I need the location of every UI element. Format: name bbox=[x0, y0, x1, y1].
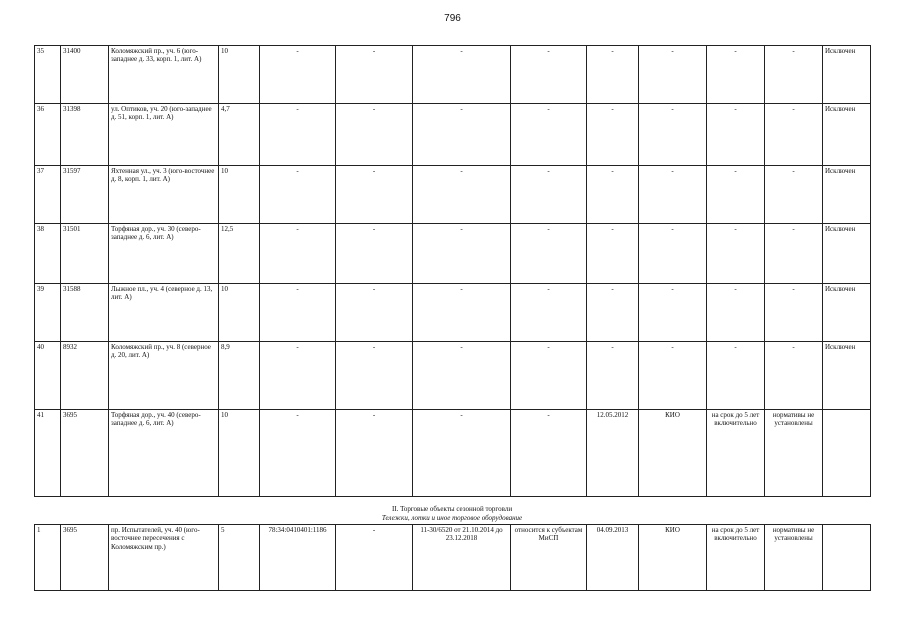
cell-c6: - bbox=[336, 166, 413, 224]
page-number: 796 bbox=[444, 13, 461, 24]
cell-c9: - bbox=[587, 46, 639, 104]
cell-n: 39 bbox=[35, 284, 61, 342]
cell-c11: - bbox=[707, 104, 765, 166]
cell-c9: - bbox=[587, 284, 639, 342]
cell-status bbox=[823, 410, 871, 497]
cell-id: 31588 bbox=[61, 284, 109, 342]
cell-c8: - bbox=[511, 166, 587, 224]
cell-id: 31400 bbox=[61, 46, 109, 104]
cell-c10: - bbox=[639, 104, 707, 166]
cell-address: пр. Испытателей, уч. 40 (юго-восточнее пересечения с Коломяжским пр.) bbox=[109, 525, 219, 591]
cell-n: 41 bbox=[35, 410, 61, 497]
cell-c9: - bbox=[587, 342, 639, 410]
cell-c7: - bbox=[413, 342, 511, 410]
table-row bbox=[35, 410, 871, 497]
cell-c8: - bbox=[511, 410, 587, 497]
cell-c7: - bbox=[413, 410, 511, 497]
cell-c6: - bbox=[336, 525, 413, 591]
cell-c10: КИО bbox=[639, 410, 707, 497]
cell-c5: - bbox=[260, 224, 336, 284]
cell-status: Исключен bbox=[823, 46, 871, 104]
cell-c12: - bbox=[765, 166, 823, 224]
cell-n: 1 bbox=[35, 525, 61, 591]
cell-c7: - bbox=[413, 46, 511, 104]
cell-n: 38 bbox=[35, 224, 61, 284]
table-row bbox=[35, 166, 871, 224]
cell-c6: - bbox=[336, 342, 413, 410]
cell-status: Исключен bbox=[823, 166, 871, 224]
cell-n: 36 bbox=[35, 104, 61, 166]
cell-c11: - bbox=[707, 46, 765, 104]
cell-area: 10 bbox=[219, 166, 260, 224]
cell-c5: - bbox=[260, 342, 336, 410]
cell-c6: - bbox=[336, 284, 413, 342]
cell-area: 10 bbox=[219, 410, 260, 497]
cell-c7: 11-30/6520 от 21.10.2014 до 23.12.2018 bbox=[413, 525, 511, 591]
table-row bbox=[35, 525, 871, 591]
table-row bbox=[35, 46, 871, 104]
cell-status: Исключен bbox=[823, 104, 871, 166]
cell-address: ул. Оптиков, уч. 20 (юго-западнее д. 51, корп. 1, лит. А) bbox=[109, 104, 219, 166]
cell-id: 31597 bbox=[61, 166, 109, 224]
cell-c7: - bbox=[413, 284, 511, 342]
cell-c8: - bbox=[511, 46, 587, 104]
cell-c11: - bbox=[707, 342, 765, 410]
cell-c8: - bbox=[511, 342, 587, 410]
cell-n: 40 bbox=[35, 342, 61, 410]
table-row bbox=[35, 342, 871, 410]
cell-status bbox=[823, 525, 871, 591]
cell-c12: - bbox=[765, 224, 823, 284]
cell-c10: - bbox=[639, 166, 707, 224]
table-row bbox=[35, 104, 871, 166]
cell-c5: - bbox=[260, 46, 336, 104]
cell-c11: на срок до 5 лет включительно bbox=[707, 525, 765, 591]
cell-c12: - bbox=[765, 46, 823, 104]
cell-area: 10 bbox=[219, 46, 260, 104]
cell-status: Исключен bbox=[823, 284, 871, 342]
cell-area: 4,7 bbox=[219, 104, 260, 166]
cell-c7: - bbox=[413, 166, 511, 224]
cell-c6: - bbox=[336, 410, 413, 497]
cell-area: 12,5 bbox=[219, 224, 260, 284]
cell-address: Торфяная дор., уч. 40 (северо-западнее д. 6, лит. А) bbox=[109, 410, 219, 497]
cell-c8: - bbox=[511, 104, 587, 166]
cell-c5: 78:34:0410401:1186 bbox=[260, 525, 336, 591]
cell-c10: - bbox=[639, 284, 707, 342]
cell-area: 8,9 bbox=[219, 342, 260, 410]
cell-c10: КИО bbox=[639, 525, 707, 591]
registry-table bbox=[34, 45, 871, 497]
cell-c5: - bbox=[260, 284, 336, 342]
cell-c12: - bbox=[765, 342, 823, 410]
cell-c7: - bbox=[413, 224, 511, 284]
table-row bbox=[35, 224, 871, 284]
cell-id: 3695 bbox=[61, 410, 109, 497]
cell-c7: - bbox=[413, 104, 511, 166]
cell-c6: - bbox=[336, 46, 413, 104]
cell-status: Исключен bbox=[823, 342, 871, 410]
cell-id: 31398 bbox=[61, 104, 109, 166]
cell-c5: - bbox=[260, 410, 336, 497]
cell-c11: - bbox=[707, 224, 765, 284]
cell-c8: - bbox=[511, 284, 587, 342]
cell-c9: - bbox=[587, 224, 639, 284]
cell-c10: - bbox=[639, 224, 707, 284]
cell-c9: 12.05.2012 bbox=[587, 410, 639, 497]
cell-address: Торфяная дор., уч. 30 (северо-западнее д. 6, лит. А) bbox=[109, 224, 219, 284]
cell-c12: нормативы не установлены bbox=[765, 525, 823, 591]
section-subheading: Тележки, лотки и иное торговое оборудование bbox=[381, 514, 523, 522]
cell-c9: - bbox=[587, 166, 639, 224]
cell-id: 3695 bbox=[61, 525, 109, 591]
cell-c12: - bbox=[765, 284, 823, 342]
cell-address: Коломяжский пр., уч. 6 (юго-западнее д. 33, корп. 1, лит. А) bbox=[109, 46, 219, 104]
cell-n: 37 bbox=[35, 166, 61, 224]
cell-c11: на срок до 5 лет включительно bbox=[707, 410, 765, 497]
cell-area: 5 bbox=[219, 525, 260, 591]
cell-id: 31501 bbox=[61, 224, 109, 284]
cell-address: Яхтенная ул., уч. 3 (юго-восточнее д. 8, корп. 1, лит. А) bbox=[109, 166, 219, 224]
cell-status: Исключен bbox=[823, 224, 871, 284]
cell-c10: - bbox=[639, 46, 707, 104]
cell-c10: - bbox=[639, 342, 707, 410]
cell-c6: - bbox=[336, 224, 413, 284]
cell-c9: - bbox=[587, 104, 639, 166]
cell-c8: относится к субъектам МиСП bbox=[511, 525, 587, 591]
cell-c11: - bbox=[707, 284, 765, 342]
seasonal-table bbox=[34, 524, 871, 591]
cell-c9: 04.09.2013 bbox=[587, 525, 639, 591]
cell-c12: нормативы не установлены bbox=[765, 410, 823, 497]
cell-c11: - bbox=[707, 166, 765, 224]
cell-c6: - bbox=[336, 104, 413, 166]
cell-address: Коломяжский пр., уч. 8 (северное д. 20, лит. А) bbox=[109, 342, 219, 410]
cell-n: 35 bbox=[35, 46, 61, 104]
table-row bbox=[35, 284, 871, 342]
cell-address: Лыжное пл., уч. 4 (северное д. 13, лит. А) bbox=[109, 284, 219, 342]
section-heading: II. Торговые объекты сезонной торговли bbox=[391, 505, 513, 513]
cell-c8: - bbox=[511, 224, 587, 284]
cell-c5: - bbox=[260, 104, 336, 166]
cell-area: 10 bbox=[219, 284, 260, 342]
cell-c12: - bbox=[765, 104, 823, 166]
cell-c5: - bbox=[260, 166, 336, 224]
cell-id: 8932 bbox=[61, 342, 109, 410]
